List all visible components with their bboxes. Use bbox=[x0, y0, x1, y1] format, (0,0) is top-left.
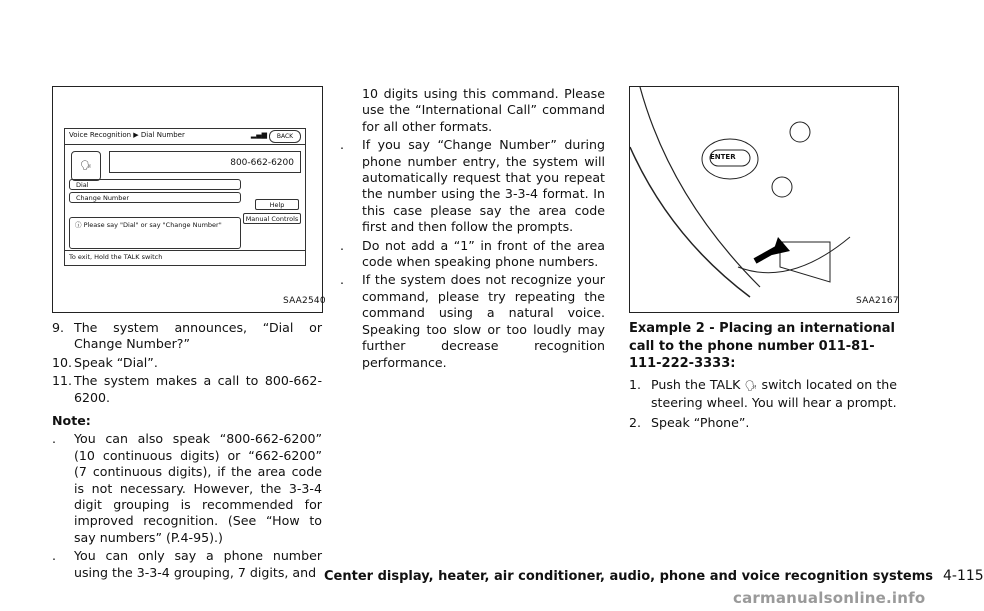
example-step-2: 2. Speak “Phone”. bbox=[629, 415, 750, 431]
steering-wheel-illustration bbox=[630, 87, 898, 312]
mid-bullet-3: . If the system does not recognize your command, please try repeating the command using a natural voice. Speaking too slow or too loudly may further decrease recognition performance. bbox=[340, 272, 605, 370]
manual-controls-button: Manual Controls bbox=[243, 213, 301, 224]
figure-steering-switch bbox=[629, 86, 899, 313]
note-label: Note: bbox=[52, 413, 91, 429]
left-column bbox=[52, 320, 322, 581]
watermark: carmanualsonline.info bbox=[733, 589, 926, 607]
screen-item-change-number: Change Number bbox=[69, 192, 241, 203]
microphone-icon: 🗣 bbox=[71, 151, 101, 181]
right-column bbox=[629, 320, 897, 432]
middle-column bbox=[340, 86, 605, 371]
enter-button-label: ENTER bbox=[710, 153, 736, 161]
step-10: 10. Speak “Dial”. bbox=[52, 354, 158, 370]
mid-bullet-2: . Do not add a “1” in front of the area code when speaking phone numbers. bbox=[340, 237, 605, 270]
signal-icon: ▂▄▆ bbox=[250, 131, 267, 139]
step-11: 11. The system makes a call to 800-662-6200. bbox=[52, 373, 322, 405]
note-bullet-1: . You can also speak “800-662-6200” (10 continuous digits) or “662-6200” (7 continuous digits), if the area code is not necessary. However, the 3-3-4 digit grouping is recommended for improved recognition. (See “How to say numbers” (P.4-95).) bbox=[52, 431, 322, 545]
screen-tip: ⓘ Please say "Dial" or say "Change Number" bbox=[69, 217, 241, 249]
talk-switch-icon: 🗣 bbox=[744, 380, 758, 392]
example-step-1: 1. Push the TALK 🗣 switch located on the steering wheel. You will hear a prompt. bbox=[629, 376, 897, 410]
screen-item-dial: Dial bbox=[69, 179, 241, 190]
figure-id-2: SAA2167 bbox=[856, 296, 899, 306]
screen-footer: To exit, Hold the TALK switch bbox=[69, 253, 163, 261]
figure-id: SAA2540 bbox=[283, 296, 326, 306]
help-button: Help bbox=[255, 199, 299, 210]
back-button: BACK bbox=[269, 130, 301, 143]
step-9: 9. The system announces, “Dial or Change Number?” bbox=[52, 320, 322, 352]
example-heading: Example 2 - Placing an international call to the phone number 011-81-111-222-3333: bbox=[629, 321, 896, 371]
screen-divider bbox=[65, 144, 305, 145]
page-number: 4-115 bbox=[943, 568, 984, 584]
voice-recognition-screen bbox=[64, 128, 306, 266]
section-title: Center display, heater, air conditioner, audio, phone and voice recognition systems bbox=[324, 569, 934, 584]
page-footer bbox=[324, 568, 984, 584]
mid-bullet-1: . If you say “Change Number” during phone number entry, the system will automatically request that you repeat the number using the 3-3-4 format. In this case please say the area code first and then follow the prompts. bbox=[340, 137, 605, 235]
note-bullet-2: . You can only say a phone number using the 3-3-4 grouping, 7 digits, and bbox=[52, 548, 322, 580]
screen-divider-bottom bbox=[65, 250, 305, 251]
continuation-text: 10 digits using this command. Please use the “International Call” command for all other formats. bbox=[362, 86, 605, 134]
phone-number-display: 800-662-6200 bbox=[109, 151, 301, 173]
screen-header: Voice Recognition ▶ Dial Number bbox=[69, 131, 185, 139]
